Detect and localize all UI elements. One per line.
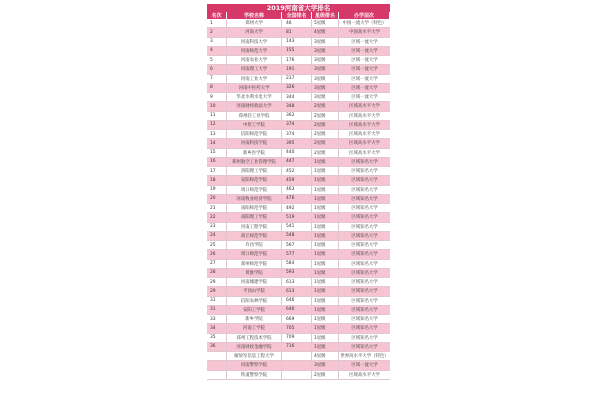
cell-school-name: 新乡医学院 bbox=[227, 149, 282, 157]
cell-national-rank: 155 bbox=[282, 47, 312, 55]
table-row bbox=[207, 278, 390, 287]
cell-star-rank: 3星级 bbox=[312, 47, 339, 55]
cell-rank: 7 bbox=[207, 75, 227, 83]
cell-level: 区域知名大学 bbox=[351, 159, 378, 165]
cell-rank: 35 bbox=[207, 334, 227, 342]
cell-school-name: 河南城建学院 bbox=[227, 278, 282, 286]
cell-school-name: 新乡学院 bbox=[227, 315, 282, 323]
cell-school-name: 许昌学院 bbox=[227, 241, 282, 249]
table-row bbox=[207, 334, 390, 343]
cell-rank bbox=[207, 352, 227, 360]
cell-star-rank: 1星级 bbox=[312, 334, 339, 342]
cell-rank: 8 bbox=[207, 84, 227, 92]
cell-star-rank: 1星级 bbox=[312, 269, 339, 277]
cell-school-name: 河南中医药大学 bbox=[227, 84, 282, 92]
cell-star-rank: 3星级 bbox=[312, 361, 339, 369]
cell-star-rank: 1星级 bbox=[312, 315, 339, 323]
cell-national-rank: 541 bbox=[282, 223, 312, 231]
cell-national-rank: 567 bbox=[282, 241, 312, 249]
cell-rank: 14 bbox=[207, 139, 227, 147]
table-row bbox=[207, 306, 390, 315]
cell-level: 区域一流大学 bbox=[351, 67, 378, 73]
cell-star-rank: 1星级 bbox=[312, 232, 339, 240]
cell-national-rank: 374 bbox=[282, 130, 312, 138]
cell-national-rank: 459 bbox=[282, 176, 312, 184]
cell-star-rank: 2星级 bbox=[312, 112, 339, 120]
cell-national-rank: 176 bbox=[282, 56, 312, 64]
cell-school-name: 河南科技学院 bbox=[227, 139, 282, 147]
cell-star-rank: 2星级 bbox=[312, 102, 339, 110]
cell-rank: 3 bbox=[207, 38, 227, 46]
cell-school-name: 郑州轻工业学院 bbox=[227, 112, 282, 120]
cell-school-name: 河南师范大学 bbox=[227, 47, 282, 55]
cell-rank: 29 bbox=[207, 287, 227, 295]
cell-school-name: 河南财经政法大学 bbox=[227, 102, 282, 110]
cell-school-name: 安阳师范学院 bbox=[227, 176, 282, 184]
ranking-table bbox=[207, 4, 390, 380]
cell-school-name: 河南理工大学 bbox=[227, 65, 282, 73]
cell-level: 区域知名大学 bbox=[351, 233, 378, 239]
header-national-rank: 全国排名 bbox=[282, 12, 312, 19]
table-row bbox=[207, 324, 390, 333]
cell-national-rank: 548 bbox=[282, 232, 312, 240]
cell-star-rank: 1星级 bbox=[312, 324, 339, 332]
cell-star-rank: 5星级 bbox=[312, 19, 339, 27]
cell-star-rank: 1星级 bbox=[312, 297, 339, 305]
table-row bbox=[207, 297, 390, 306]
cell-national-rank: 584 bbox=[282, 260, 312, 268]
cell-rank: 33 bbox=[207, 315, 227, 323]
cell-rank: 15 bbox=[207, 149, 227, 157]
cell-national-rank: 374 bbox=[282, 121, 312, 129]
cell-national-rank bbox=[282, 361, 312, 369]
cell-level: 区域高水平大学 bbox=[349, 132, 380, 138]
cell-rank: 21 bbox=[207, 204, 227, 212]
cell-level: 世界高水平大学（特色） bbox=[340, 354, 389, 360]
cell-star-rank: 3星级 bbox=[312, 75, 339, 83]
cell-star-rank: 1星级 bbox=[312, 250, 339, 258]
table-row bbox=[207, 47, 390, 56]
cell-star-rank: 1星级 bbox=[312, 343, 339, 351]
cell-rank: 9 bbox=[207, 93, 227, 101]
cell-level: 区域知名大学 bbox=[351, 344, 378, 350]
cell-rank: 16 bbox=[207, 158, 227, 166]
cell-rank: 18 bbox=[207, 176, 227, 184]
cell-level: 区域一流大学 bbox=[351, 85, 378, 91]
table-row bbox=[207, 343, 390, 352]
cell-level: 区域知名大学 bbox=[351, 335, 378, 341]
table-row bbox=[207, 93, 390, 102]
cell-school-name: 铁道警察学院 bbox=[227, 371, 282, 379]
cell-national-rank: 452 bbox=[282, 167, 312, 175]
cell-national-rank: 463 bbox=[282, 186, 312, 194]
cell-national-rank: 613 bbox=[282, 278, 312, 286]
cell-national-rank: 709 bbox=[282, 334, 312, 342]
cell-level: 区域知名大学 bbox=[351, 307, 378, 313]
header-level: 办学层次 bbox=[339, 12, 390, 19]
cell-national-rank: 348 bbox=[282, 102, 312, 110]
table-row bbox=[207, 213, 390, 222]
cell-rank: 17 bbox=[207, 167, 227, 175]
cell-school-name: 河南财政金融学院 bbox=[227, 343, 282, 351]
cell-level: 区域一流大学 bbox=[351, 58, 378, 64]
cell-level: 区域一流大学 bbox=[351, 48, 378, 54]
cell-level: 区域一流大学 bbox=[351, 363, 378, 369]
cell-national-rank: 440 bbox=[282, 149, 312, 157]
cell-rank: 22 bbox=[207, 213, 227, 221]
table-body bbox=[207, 19, 390, 380]
cell-level: 区域知名大学 bbox=[351, 196, 378, 202]
cell-school-name: 华北水利水电大学 bbox=[227, 93, 282, 101]
cell-level: 区域一流大学 bbox=[351, 76, 378, 82]
cell-star-rank: 1星级 bbox=[312, 158, 339, 166]
table-row bbox=[207, 149, 390, 158]
cell-rank: 23 bbox=[207, 223, 227, 231]
cell-national-rank: 613 bbox=[282, 287, 312, 295]
table-row bbox=[207, 84, 390, 93]
table-row bbox=[207, 112, 390, 121]
cell-school-name: 黄淮学院 bbox=[227, 269, 282, 277]
cell-school-name: 平顶山学院 bbox=[227, 287, 282, 295]
cell-level: 区域知名大学 bbox=[351, 178, 378, 184]
table-row bbox=[207, 241, 390, 250]
table-row bbox=[207, 315, 390, 324]
cell-school-name: 南阳师范学院 bbox=[227, 204, 282, 212]
cell-national-rank: 646 bbox=[282, 306, 312, 314]
cell-level: 区域知名大学 bbox=[351, 169, 378, 175]
table-row bbox=[207, 361, 390, 370]
table-row bbox=[207, 167, 390, 176]
cell-rank: 12 bbox=[207, 121, 227, 129]
cell-national-rank: 646 bbox=[282, 297, 312, 305]
table-row bbox=[207, 250, 390, 259]
cell-rank: 34 bbox=[207, 324, 227, 332]
table-row bbox=[207, 130, 390, 139]
cell-star-rank: 1星级 bbox=[312, 186, 339, 194]
cell-star-rank: 1星级 bbox=[312, 260, 339, 268]
cell-school-name: 信阳农林学院 bbox=[227, 297, 282, 305]
table-row bbox=[207, 28, 390, 37]
cell-star-rank: 1星级 bbox=[312, 223, 339, 231]
table-row bbox=[207, 158, 390, 167]
cell-star-rank: 3星级 bbox=[312, 38, 339, 46]
cell-national-rank: 362 bbox=[282, 112, 312, 120]
table-row bbox=[207, 232, 390, 241]
cell-level: 区域知名大学 bbox=[351, 326, 378, 332]
cell-star-rank: 1星级 bbox=[312, 241, 339, 249]
header-school-name: 学校名称 bbox=[227, 12, 282, 19]
cell-star-rank: 3星级 bbox=[312, 84, 339, 92]
cell-school-name: 郑州工程技术学院 bbox=[227, 334, 282, 342]
cell-rank: 26 bbox=[207, 250, 227, 258]
table-row bbox=[207, 260, 390, 269]
table-title: 2019河南省大学排名 bbox=[207, 4, 390, 12]
table-row bbox=[207, 176, 390, 185]
cell-national-rank: 577 bbox=[282, 250, 312, 258]
cell-rank: 5 bbox=[207, 56, 227, 64]
cell-rank: 19 bbox=[207, 186, 227, 194]
cell-rank: 28 bbox=[207, 269, 227, 277]
cell-school-name: 河南科技大学 bbox=[227, 38, 282, 46]
cell-star-rank: 3星级 bbox=[312, 93, 339, 101]
table-row bbox=[207, 352, 390, 361]
cell-national-rank: 81 bbox=[282, 28, 312, 36]
cell-level: 区域高水平大学 bbox=[349, 113, 380, 119]
cell-rank: 27 bbox=[207, 260, 227, 268]
cell-level: 区域知名大学 bbox=[351, 298, 378, 304]
cell-star-rank: 2星级 bbox=[312, 121, 339, 129]
cell-star-rank: 1星级 bbox=[312, 287, 339, 295]
cell-school-name: 郑州大学 bbox=[227, 19, 282, 27]
cell-school-name: 信阳师范学院 bbox=[227, 130, 282, 138]
cell-rank: 13 bbox=[207, 130, 227, 138]
cell-rank bbox=[207, 371, 227, 379]
cell-star-rank: 2星级 bbox=[312, 149, 339, 157]
table-row bbox=[207, 19, 390, 28]
cell-level: 区域知名大学 bbox=[351, 261, 378, 267]
cell-school-name: 河南工业大学 bbox=[227, 75, 282, 83]
cell-level: 区域知名大学 bbox=[351, 187, 378, 193]
cell-star-rank: 1星级 bbox=[312, 306, 339, 314]
cell-school-name: 南阳理工学院 bbox=[227, 213, 282, 221]
cell-level: 区域知名大学 bbox=[351, 215, 378, 221]
cell-level: 区域高水平大学 bbox=[349, 150, 380, 156]
table-row bbox=[207, 75, 390, 84]
cell-star-rank: 4星级 bbox=[312, 352, 339, 360]
cell-star-rank: 1星级 bbox=[312, 195, 339, 203]
cell-star-rank: 3星级 bbox=[312, 56, 339, 64]
cell-rank: 20 bbox=[207, 195, 227, 203]
table-row bbox=[207, 204, 390, 213]
cell-star-rank: 2星级 bbox=[312, 139, 339, 147]
cell-school-name: 商丘师范学院 bbox=[227, 232, 282, 240]
cell-rank: 11 bbox=[207, 112, 227, 120]
cell-national-rank: 191 bbox=[282, 65, 312, 73]
cell-rank: 2 bbox=[207, 28, 227, 36]
cell-star-rank: 2星级 bbox=[312, 371, 339, 379]
cell-national-rank: 447 bbox=[282, 158, 312, 166]
cell-school-name: 河南农业大学 bbox=[227, 56, 282, 64]
cell-level: 区域知名大学 bbox=[351, 252, 378, 258]
cell-rank: 36 bbox=[207, 343, 227, 351]
cell-star-rank: 1星级 bbox=[312, 176, 339, 184]
cell-school-name: 周口师范学院 bbox=[227, 186, 282, 194]
cell-rank: 1 bbox=[207, 19, 227, 27]
cell-level: 区域高水平大学 bbox=[349, 104, 380, 110]
cell-national-rank: 519 bbox=[282, 213, 312, 221]
table-row bbox=[207, 371, 390, 380]
cell-star-rank: 1星级 bbox=[312, 278, 339, 286]
cell-school-name: 中原工学院 bbox=[227, 121, 282, 129]
cell-national-rank: 492 bbox=[282, 204, 312, 212]
cell-national-rank: 143 bbox=[282, 38, 312, 46]
cell-school-name: 安阳工学院 bbox=[227, 306, 282, 314]
cell-national-rank: 593 bbox=[282, 269, 312, 277]
table-row bbox=[207, 65, 390, 74]
cell-national-rank: 46 bbox=[282, 19, 312, 27]
header-star-rank: 星级排名 bbox=[312, 12, 339, 19]
cell-rank: 31 bbox=[207, 297, 227, 305]
cell-level: 区域高水平大学 bbox=[349, 141, 380, 147]
cell-star-rank: 1星级 bbox=[312, 167, 339, 175]
table-row bbox=[207, 56, 390, 65]
table-row bbox=[207, 121, 390, 130]
cell-rank: 29 bbox=[207, 278, 227, 286]
cell-national-rank bbox=[282, 371, 312, 379]
cell-school-name: 洛阳理工学院 bbox=[227, 167, 282, 175]
cell-level: 区域一流大学 bbox=[351, 39, 378, 45]
cell-national-rank: 669 bbox=[282, 315, 312, 323]
cell-rank bbox=[207, 361, 227, 369]
cell-level: 中国一流大学（特色） bbox=[342, 21, 387, 27]
cell-level: 区域知名大学 bbox=[351, 289, 378, 295]
cell-national-rank bbox=[282, 352, 312, 360]
cell-level: 区域知名大学 bbox=[351, 317, 378, 323]
table-row bbox=[207, 186, 390, 195]
table-row bbox=[207, 269, 390, 278]
cell-level: 区域知名大学 bbox=[351, 243, 378, 249]
cell-rank: 25 bbox=[207, 241, 227, 249]
cell-school-name: 周口师范学院 bbox=[227, 250, 282, 258]
cell-level: 区域知名大学 bbox=[351, 270, 378, 276]
cell-star-rank: 1星级 bbox=[312, 204, 339, 212]
table-row bbox=[207, 287, 390, 296]
cell-school-name: 河南警察学院 bbox=[227, 361, 282, 369]
table-row bbox=[207, 102, 390, 111]
cell-level: 区域高水平大学 bbox=[349, 122, 380, 128]
cell-level: 区域知名大学 bbox=[351, 280, 378, 286]
cell-star-rank: 3星级 bbox=[312, 65, 339, 73]
table-row bbox=[207, 38, 390, 47]
cell-school-name: 河南工程学院 bbox=[227, 223, 282, 231]
cell-national-rank: 716 bbox=[282, 343, 312, 351]
cell-rank: 31 bbox=[207, 306, 227, 314]
cell-rank: 10 bbox=[207, 102, 227, 110]
cell-star-rank: 1星级 bbox=[312, 213, 339, 221]
cell-star-rank: 2星级 bbox=[312, 130, 339, 138]
cell-level: 区域一流大学 bbox=[351, 95, 378, 101]
cell-national-rank: 237 bbox=[282, 75, 312, 83]
cell-rank: 24 bbox=[207, 232, 227, 240]
cell-school-name: 河南工学院 bbox=[227, 324, 282, 332]
cell-school-name: 解放军信息工程大学 bbox=[227, 352, 282, 360]
table-row bbox=[207, 195, 390, 204]
table-row bbox=[207, 139, 390, 148]
cell-school-name: 郑州航空工业管理学院 bbox=[227, 158, 282, 166]
cell-school-name: 河南大学 bbox=[227, 28, 282, 36]
cell-school-name: 河南牧业经济学院 bbox=[227, 195, 282, 203]
cell-national-rank: 395 bbox=[282, 139, 312, 147]
cell-national-rank: 476 bbox=[282, 195, 312, 203]
table-header-row bbox=[207, 12, 390, 19]
cell-school-name: 郑州师范学院 bbox=[227, 260, 282, 268]
cell-level: 中国高水平大学 bbox=[349, 30, 380, 36]
cell-rank: 6 bbox=[207, 65, 227, 73]
cell-national-rank: 705 bbox=[282, 324, 312, 332]
cell-level: 区域高水平大学 bbox=[349, 372, 380, 378]
cell-level: 区域知名大学 bbox=[351, 224, 378, 230]
header-rank: 名次 bbox=[207, 12, 227, 19]
cell-national-rank: 344 bbox=[282, 93, 312, 101]
table-row bbox=[207, 223, 390, 232]
cell-star-rank: 4星级 bbox=[312, 28, 339, 36]
cell-rank: 4 bbox=[207, 47, 227, 55]
cell-national-rank: 326 bbox=[282, 84, 312, 92]
cell-level: 区域知名大学 bbox=[351, 206, 378, 212]
